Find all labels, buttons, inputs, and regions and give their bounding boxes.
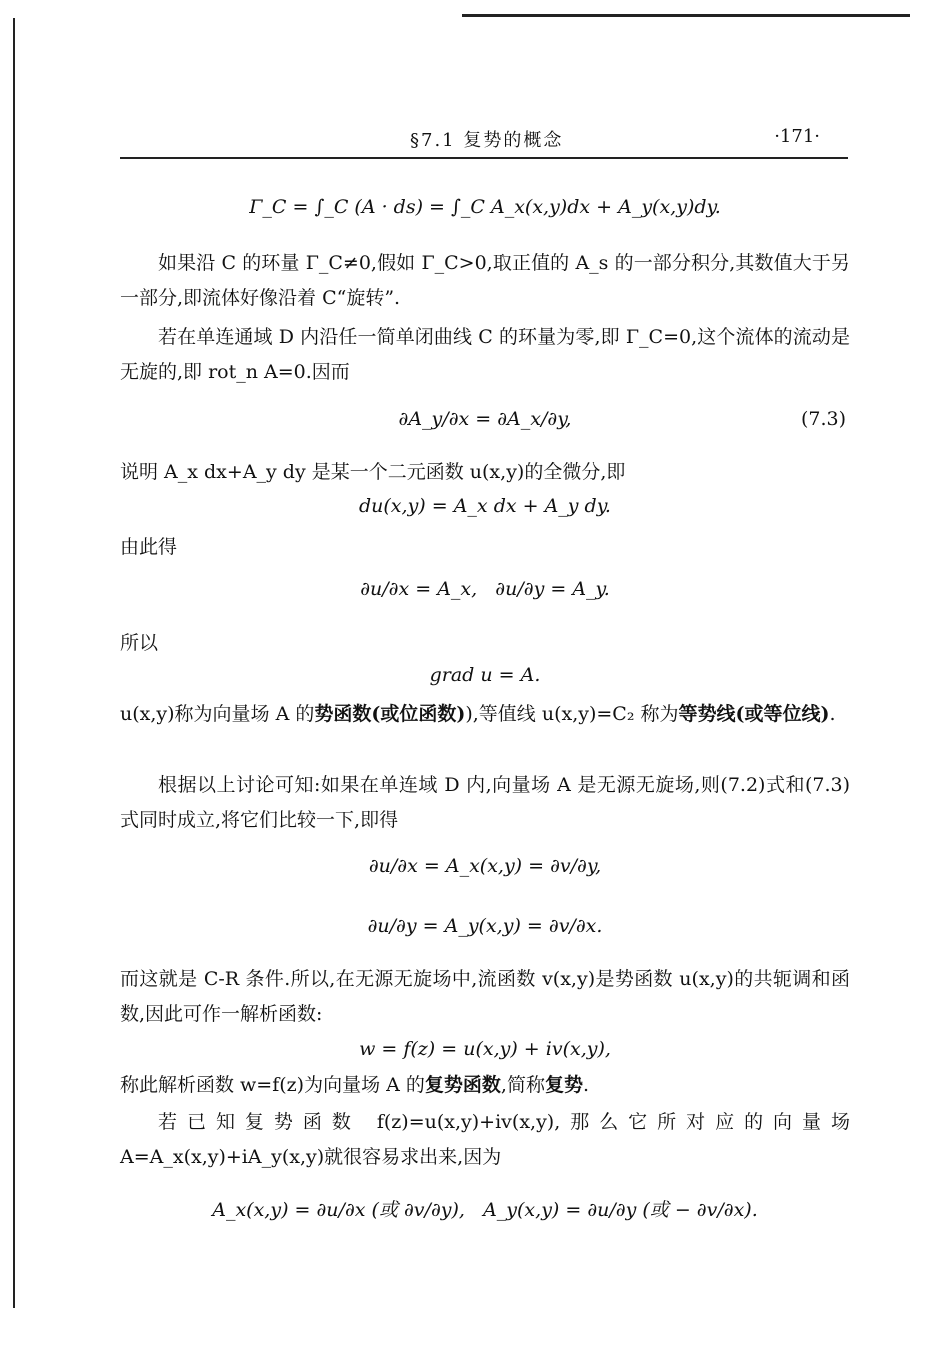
equation-partials: ∂u/∂x = A_x, ∂u/∂y = A_y. <box>360 578 610 600</box>
paragraph-6-text-e: . <box>829 703 836 725</box>
equation-7-3: ∂A_y/∂x = ∂A_x/∂y, <box>398 408 572 430</box>
equation-number-7-3: (7.3) <box>800 408 846 430</box>
section-title: §7.1 复势的概念 <box>410 130 564 151</box>
paragraph-8: 而这就是 C-R 条件.所以,在无源无旋场中,流函数 v(x,y)是势函数 u(x,y)的共轭调和函数,因此可作一解析函数: <box>120 968 850 1025</box>
header-rule <box>120 157 848 159</box>
equation-complex-potential: w = f(z) = u(x,y) + iv(x,y), <box>359 1038 611 1060</box>
paragraph-9 <box>120 1068 850 1103</box>
equation-cr-1: ∂u/∂x = A_x(x,y) = ∂v/∂y, <box>368 855 602 877</box>
paragraph-6 <box>120 697 850 732</box>
term-potential-function: 势函数(或位函数) <box>314 703 466 725</box>
equation-circulation: Γ_C = ∫_C (A · ds) = ∫_C A_x(x,y)dx + A_y(x,y)dy. <box>249 196 721 218</box>
paragraph-9-text-c: ,简称 <box>500 1074 545 1096</box>
paragraph-7: 根据以上讨论可知:如果在单连域 D 内,向量场 A 是无源无旋场,则(7.2)式和(7.3)式同时成立,将它们比较一下,即得 <box>120 774 850 831</box>
term-complex-potential-function: 复势函数 <box>424 1074 501 1096</box>
top-rule <box>462 14 910 17</box>
equation-du: du(x,y) = A_x dx + A_y dy. <box>359 495 611 517</box>
page-number: ·171· <box>774 126 820 147</box>
paragraph-9-text-a: 称此解析函数 w=f(z)为向量场 A 的 <box>120 1074 425 1096</box>
paragraph-6-text-c: ),等值线 u(x,y)=C₂ 称为 <box>465 703 679 725</box>
paragraph-10: 若已知复势函数 f(z)=u(x,y)+iv(x,y),那么它所对应的向量场 A=A_x(x,y)+iA_y(x,y)就很容易求出来,因为 <box>120 1111 857 1168</box>
paragraph-6-text-a: u(x,y)称为向量场 A 的 <box>120 703 315 725</box>
paragraph-4: 由此得 <box>120 536 178 558</box>
left-margin-rule <box>13 18 15 1308</box>
term-complex-potential: 复势 <box>544 1074 583 1096</box>
paragraph-2: 若在单连通域 D 内沿任一简单闭曲线 C 的环量为零,即 Γ_C=0,这个流体的流动是无旋的,即 rot_n A=0.因而 <box>120 326 850 383</box>
term-equipotential-line: 等势线(或等位线) <box>678 703 830 725</box>
paragraph-9-text-e: . <box>582 1074 590 1096</box>
equation-cr-2: ∂u/∂y = A_y(x,y) = ∂v/∂x. <box>367 915 603 937</box>
equation-field-components: A_x(x,y) = ∂u/∂x (或 ∂v/∂y), A_y(x,y) = ∂u/∂y (或 − ∂v/∂x). <box>212 1199 758 1221</box>
equation-grad: grad u = A. <box>429 664 541 686</box>
paragraph-3: 说明 A_x dx+A_y dy 是某一个二元函数 u(x,y)的全微分,即 <box>120 461 626 483</box>
running-header <box>120 126 850 154</box>
paragraph-5: 所以 <box>120 632 159 654</box>
paragraph-1: 如果沿 C 的环量 Γ_C≠0,假如 Γ_C>0,取正值的 A_s 的一部分积分,其数值大于另一部分,即流体好像沿着 C“旋转”. <box>120 252 850 309</box>
